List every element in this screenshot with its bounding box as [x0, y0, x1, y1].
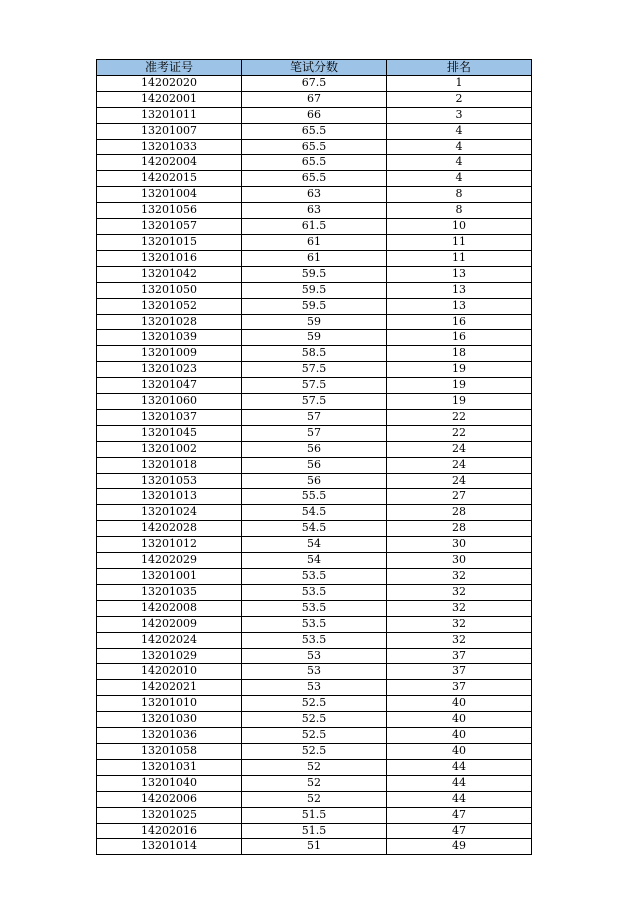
table-row: [97, 584, 532, 600]
exam-id-cell: 13201052: [97, 298, 242, 314]
rank-cell: 8: [387, 187, 532, 203]
rank-cell: 13: [387, 266, 532, 282]
score-cell: 65.5: [242, 171, 387, 187]
rank-cell: 47: [387, 823, 532, 839]
exam-id-cell: 13201042: [97, 266, 242, 282]
rank-cell: 40: [387, 696, 532, 712]
table-row: [97, 250, 532, 266]
score-cell: 59.5: [242, 266, 387, 282]
rank-cell: 32: [387, 632, 532, 648]
score-cell: 52.5: [242, 728, 387, 744]
table-row: [97, 791, 532, 807]
table-row: [97, 298, 532, 314]
score-table: [96, 59, 532, 855]
rank-cell: 18: [387, 346, 532, 362]
score-cell: 55.5: [242, 489, 387, 505]
table-row: [97, 362, 532, 378]
score-cell: 63: [242, 187, 387, 203]
table-row: [97, 171, 532, 187]
table-row: [97, 155, 532, 171]
score-cell: 56: [242, 473, 387, 489]
table-row: [97, 91, 532, 107]
exam-id-cell: 13201007: [97, 123, 242, 139]
table-row: [97, 473, 532, 489]
rank-cell: 19: [387, 394, 532, 410]
rank-cell: 24: [387, 441, 532, 457]
score-cell: 58.5: [242, 346, 387, 362]
exam-id-cell: 13201045: [97, 425, 242, 441]
score-cell: 51.5: [242, 823, 387, 839]
table-row: [97, 203, 532, 219]
score-cell: 67.5: [242, 75, 387, 91]
score-cell: 54.5: [242, 521, 387, 537]
exam-id-cell: 13201014: [97, 839, 242, 855]
exam-id-cell: 13201040: [97, 775, 242, 791]
exam-id-cell: 13201012: [97, 537, 242, 553]
score-cell: 53.5: [242, 569, 387, 585]
score-cell: 52: [242, 791, 387, 807]
score-cell: 59.5: [242, 282, 387, 298]
table-row: [97, 823, 532, 839]
table-row: [97, 648, 532, 664]
table-row: [97, 537, 532, 553]
table-row: [97, 759, 532, 775]
exam-id-cell: 14202004: [97, 155, 242, 171]
score-cell: 59: [242, 330, 387, 346]
exam-id-cell: 14202020: [97, 75, 242, 91]
score-cell: 52: [242, 775, 387, 791]
rank-cell: 37: [387, 664, 532, 680]
score-cell: 54: [242, 553, 387, 569]
exam-id-cell: 13201030: [97, 712, 242, 728]
table-row: [97, 807, 532, 823]
rank-cell: 4: [387, 123, 532, 139]
score-cell: 67: [242, 91, 387, 107]
exam-id-cell: 13201002: [97, 441, 242, 457]
exam-id-cell: 13201058: [97, 743, 242, 759]
exam-id-cell: 13201057: [97, 219, 242, 235]
exam-id-cell: 13201004: [97, 187, 242, 203]
score-cell: 56: [242, 457, 387, 473]
exam-id-cell: 14202009: [97, 616, 242, 632]
header-written-score: 笔试分数: [242, 60, 387, 76]
score-cell: 61: [242, 234, 387, 250]
table-row: [97, 696, 532, 712]
exam-id-cell: 13201033: [97, 139, 242, 155]
rank-cell: 13: [387, 298, 532, 314]
header-exam-id: 准考证号: [97, 60, 242, 76]
score-cell: 57.5: [242, 378, 387, 394]
score-cell: 65.5: [242, 123, 387, 139]
rank-cell: 22: [387, 409, 532, 425]
score-cell: 54: [242, 537, 387, 553]
exam-id-cell: 13201028: [97, 314, 242, 330]
rank-cell: 2: [387, 91, 532, 107]
rank-cell: 40: [387, 743, 532, 759]
score-cell: 57: [242, 425, 387, 441]
exam-id-cell: 13201009: [97, 346, 242, 362]
exam-id-cell: 13201056: [97, 203, 242, 219]
score-cell: 57: [242, 409, 387, 425]
exam-id-cell: 13201050: [97, 282, 242, 298]
score-cell: 59: [242, 314, 387, 330]
exam-id-cell: 13201011: [97, 107, 242, 123]
exam-id-cell: 13201047: [97, 378, 242, 394]
table-row: [97, 219, 532, 235]
rank-cell: 32: [387, 600, 532, 616]
rank-cell: 32: [387, 584, 532, 600]
score-cell: 56: [242, 441, 387, 457]
score-cell: 65.5: [242, 155, 387, 171]
score-cell: 65.5: [242, 139, 387, 155]
rank-cell: 10: [387, 219, 532, 235]
rank-cell: 27: [387, 489, 532, 505]
table-row: [97, 521, 532, 537]
score-cell: 53: [242, 648, 387, 664]
exam-id-cell: 14202001: [97, 91, 242, 107]
table-row: [97, 743, 532, 759]
table-row: [97, 489, 532, 505]
score-cell: 53: [242, 664, 387, 680]
table-row: [97, 441, 532, 457]
header-rank: 排名: [387, 60, 532, 76]
score-cell: 63: [242, 203, 387, 219]
rank-cell: 37: [387, 648, 532, 664]
rank-cell: 16: [387, 314, 532, 330]
exam-id-cell: 14202028: [97, 521, 242, 537]
exam-id-cell: 13201016: [97, 250, 242, 266]
rank-cell: 44: [387, 775, 532, 791]
exam-id-cell: 13201023: [97, 362, 242, 378]
rank-cell: 28: [387, 521, 532, 537]
score-cell: 53.5: [242, 584, 387, 600]
table-row: [97, 728, 532, 744]
score-cell: 52.5: [242, 712, 387, 728]
score-cell: 54.5: [242, 505, 387, 521]
score-cell: 53.5: [242, 632, 387, 648]
rank-cell: 4: [387, 155, 532, 171]
table-row: [97, 457, 532, 473]
rank-cell: 16: [387, 330, 532, 346]
score-cell: 53.5: [242, 600, 387, 616]
rank-cell: 30: [387, 553, 532, 569]
table-row: [97, 187, 532, 203]
rank-cell: 47: [387, 807, 532, 823]
table-row: [97, 282, 532, 298]
rank-cell: 19: [387, 378, 532, 394]
table-row: [97, 775, 532, 791]
table-row: [97, 632, 532, 648]
table-row: [97, 505, 532, 521]
table-row: [97, 123, 532, 139]
exam-id-cell: 14202016: [97, 823, 242, 839]
table-row: [97, 266, 532, 282]
score-cell: 52.5: [242, 696, 387, 712]
rank-cell: 44: [387, 759, 532, 775]
table-row: [97, 234, 532, 250]
exam-id-cell: 13201010: [97, 696, 242, 712]
rank-cell: 22: [387, 425, 532, 441]
rank-cell: 40: [387, 728, 532, 744]
exam-id-cell: 13201060: [97, 394, 242, 410]
rank-cell: 19: [387, 362, 532, 378]
rank-cell: 37: [387, 680, 532, 696]
exam-id-cell: 14202006: [97, 791, 242, 807]
exam-id-cell: 14202021: [97, 680, 242, 696]
rank-cell: 4: [387, 171, 532, 187]
score-cell: 66: [242, 107, 387, 123]
exam-id-cell: 13201035: [97, 584, 242, 600]
rank-cell: 4: [387, 139, 532, 155]
exam-id-cell: 14202024: [97, 632, 242, 648]
header-row: [97, 60, 532, 76]
rank-cell: 1: [387, 75, 532, 91]
table-row: [97, 378, 532, 394]
table-row: [97, 839, 532, 855]
rank-cell: 11: [387, 250, 532, 266]
table-row: [97, 409, 532, 425]
rank-cell: 8: [387, 203, 532, 219]
exam-id-cell: 13201037: [97, 409, 242, 425]
table-row: [97, 394, 532, 410]
exam-id-cell: 13201053: [97, 473, 242, 489]
score-cell: 61: [242, 250, 387, 266]
score-cell: 52: [242, 759, 387, 775]
score-cell: 51.5: [242, 807, 387, 823]
table-row: [97, 425, 532, 441]
table-row: [97, 553, 532, 569]
table-row: [97, 314, 532, 330]
table-row: [97, 330, 532, 346]
score-cell: 57.5: [242, 394, 387, 410]
table-row: [97, 139, 532, 155]
score-cell: 61.5: [242, 219, 387, 235]
rank-cell: 44: [387, 791, 532, 807]
exam-id-cell: 13201039: [97, 330, 242, 346]
exam-id-cell: 13201031: [97, 759, 242, 775]
rank-cell: 49: [387, 839, 532, 855]
exam-id-cell: 14202008: [97, 600, 242, 616]
score-cell: 59.5: [242, 298, 387, 314]
rank-cell: 3: [387, 107, 532, 123]
rank-cell: 28: [387, 505, 532, 521]
table-row: [97, 616, 532, 632]
rank-cell: 24: [387, 457, 532, 473]
table-row: [97, 712, 532, 728]
table-row: [97, 107, 532, 123]
exam-id-cell: 13201015: [97, 234, 242, 250]
exam-id-cell: 13201024: [97, 505, 242, 521]
score-cell: 57.5: [242, 362, 387, 378]
exam-id-cell: 13201036: [97, 728, 242, 744]
rank-cell: 40: [387, 712, 532, 728]
exam-id-cell: 14202029: [97, 553, 242, 569]
rank-cell: 13: [387, 282, 532, 298]
table-row: [97, 569, 532, 585]
exam-id-cell: 13201029: [97, 648, 242, 664]
score-cell: 52.5: [242, 743, 387, 759]
table-row: [97, 75, 532, 91]
table-row: [97, 600, 532, 616]
table-row: [97, 346, 532, 362]
table-row: [97, 680, 532, 696]
score-cell: 53.5: [242, 616, 387, 632]
rank-cell: 24: [387, 473, 532, 489]
exam-id-cell: 13201013: [97, 489, 242, 505]
exam-id-cell: 13201018: [97, 457, 242, 473]
exam-id-cell: 13201001: [97, 569, 242, 585]
rank-cell: 30: [387, 537, 532, 553]
rank-cell: 32: [387, 616, 532, 632]
exam-id-cell: 14202015: [97, 171, 242, 187]
rank-cell: 32: [387, 569, 532, 585]
score-cell: 51: [242, 839, 387, 855]
exam-id-cell: 13201025: [97, 807, 242, 823]
exam-id-cell: 14202010: [97, 664, 242, 680]
table-row: [97, 664, 532, 680]
rank-cell: 11: [387, 234, 532, 250]
score-cell: 53: [242, 680, 387, 696]
